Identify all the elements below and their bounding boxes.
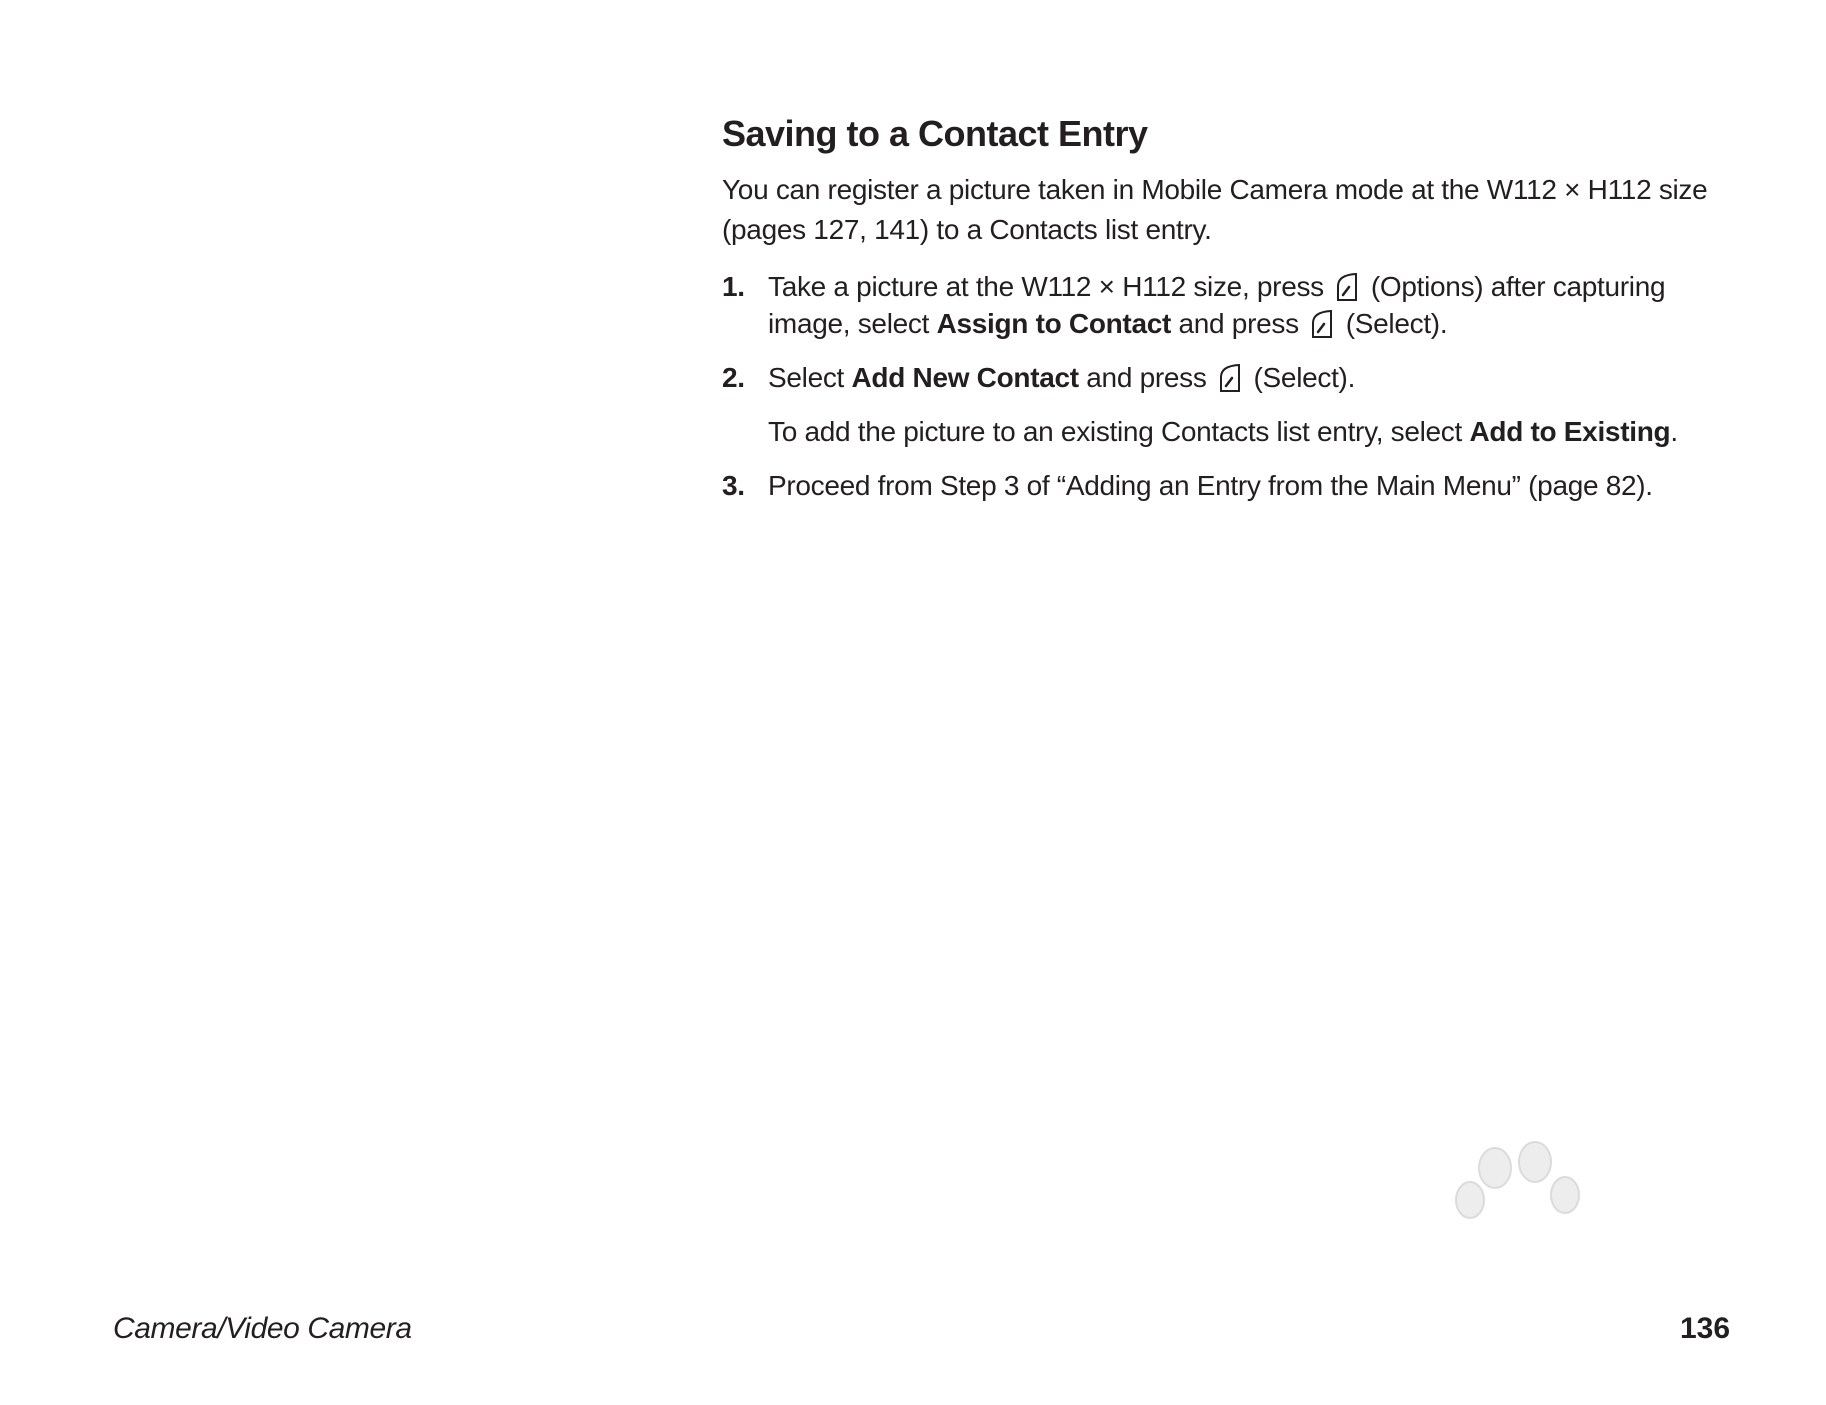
- left-softkey-icon: [1218, 363, 1242, 393]
- menu-option-assign-to-contact: Assign to Contact: [936, 308, 1172, 339]
- step-number: 1.: [722, 271, 745, 302]
- footer-section-title: Camera/Video Camera: [113, 1312, 412, 1345]
- left-softkey-icon: [1310, 309, 1334, 339]
- baidu-watermark: [1310, 1140, 1730, 1350]
- step-2: [722, 359, 1722, 450]
- menu-option-add-new-contact: Add New Contact: [851, 362, 1079, 393]
- steps-list: [722, 268, 1722, 504]
- step-1: [722, 268, 1722, 342]
- intro-paragraph: You can register a picture taken in Mobile Camera mode at the W112 × H112 size (pages 127, 141) to a Contacts list entry.: [722, 174, 1708, 245]
- step-text: (Select).: [1345, 308, 1448, 339]
- step-3: [722, 467, 1722, 504]
- baidu-paw-logo-icon: [1310, 1140, 1730, 1350]
- step-number: 2.: [722, 362, 745, 393]
- step-text: Take a picture at the W112 × H112 size, press: [768, 271, 1324, 302]
- section-heading: Saving to a Contact Entry: [722, 113, 1148, 154]
- step-number: 3.: [722, 470, 745, 501]
- step-text: and press: [1086, 362, 1207, 393]
- step-text: (Select).: [1253, 362, 1356, 393]
- note-text: To add the picture to an existing Contacts list entry, select: [768, 416, 1462, 447]
- step-text: Proceed from Step 3 of “Adding an Entry from the Main Menu” (page 82).: [768, 470, 1653, 501]
- step-text: (Options) after capturing image, select: [768, 271, 1666, 339]
- left-softkey-icon: [1335, 272, 1359, 302]
- menu-option-add-to-existing: Add to Existing: [1469, 416, 1671, 447]
- step-text: and press: [1178, 308, 1299, 339]
- step-text: Select: [768, 362, 845, 393]
- page-number: 136: [1680, 1312, 1731, 1345]
- note-end: .: [1670, 416, 1678, 447]
- page-content: [722, 112, 1722, 521]
- step-note: [768, 413, 1722, 450]
